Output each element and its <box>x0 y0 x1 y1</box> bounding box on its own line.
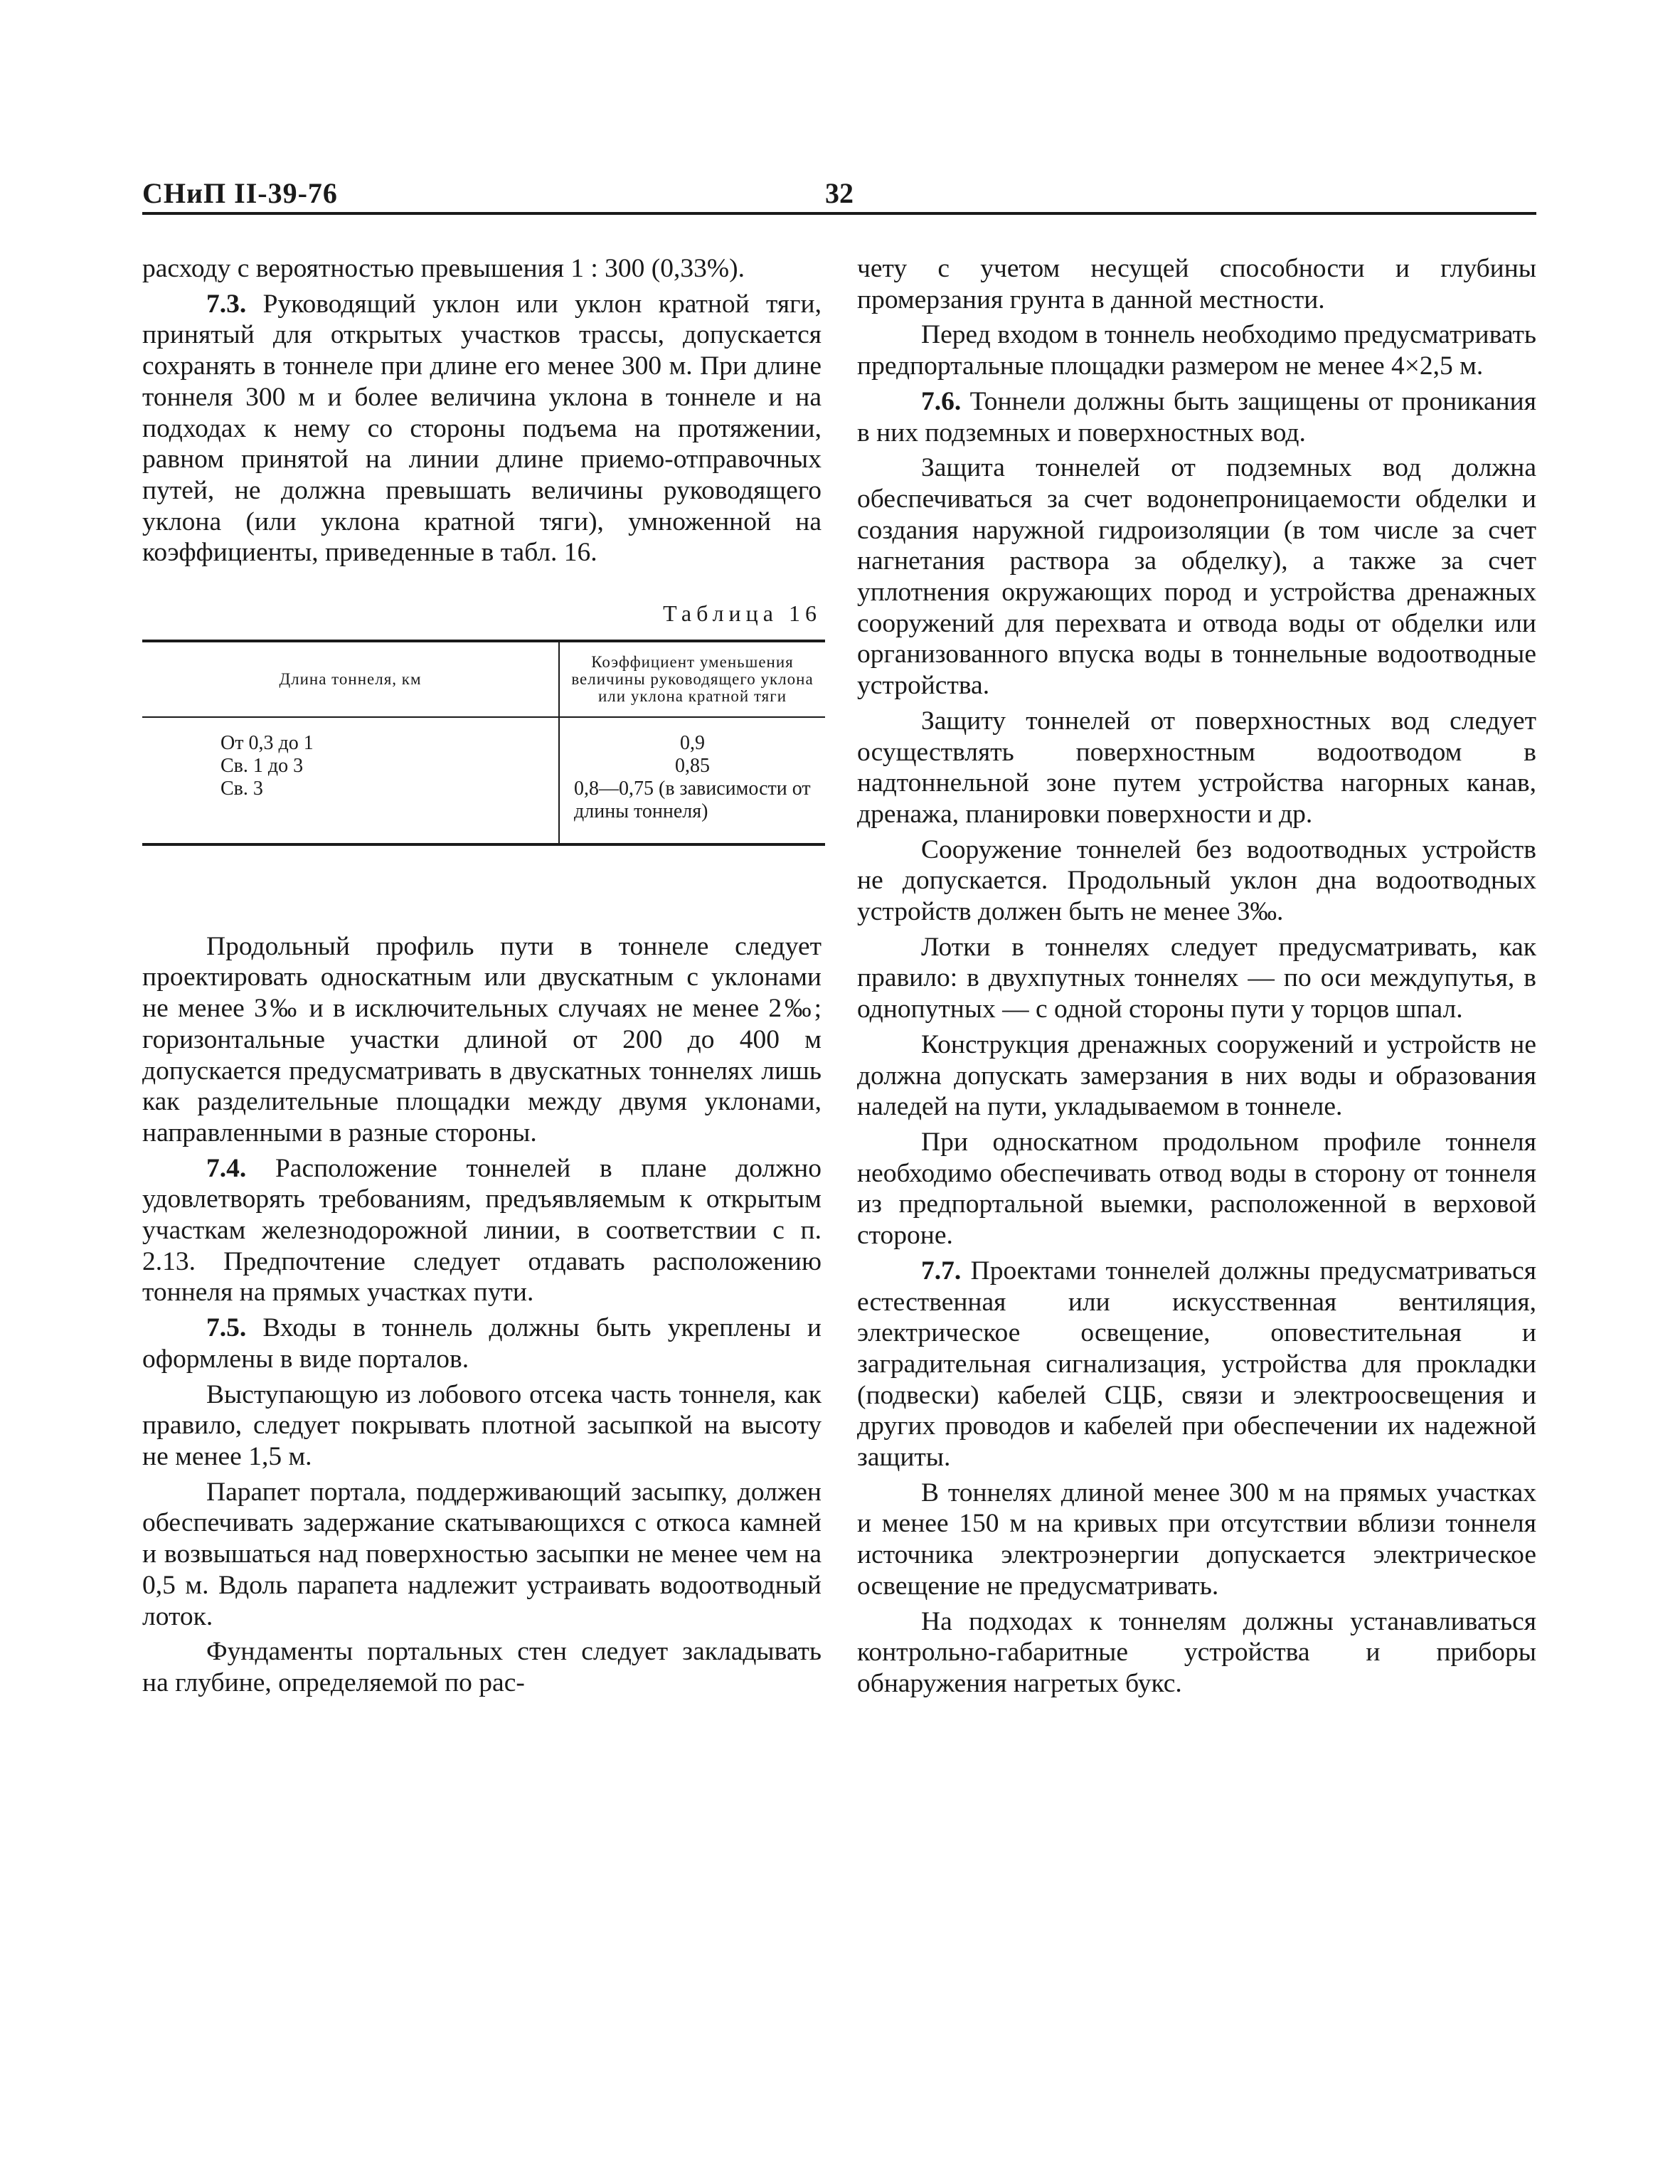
section-number: 7.3. <box>206 289 247 319</box>
document-code: СНиП II-39-76 <box>142 177 338 209</box>
column-header-coefficient: Коэффициент уменьшения величины руководящего уклона или уклона кратной тяги <box>559 641 825 717</box>
left-column <box>142 253 822 1703</box>
length-cell <box>142 717 559 844</box>
paragraph-text: Проектами тоннелей должны предусматриваться естественная или искусственная вентиляция, электрическое освещение, оповестительная и заградительная сигнализация, устройства для прокладки (подвески) кабелей СЦБ, связи и электроосвещения и других проводов и кабелей при обеспечении их надежной защиты. <box>857 1256 1537 1473</box>
paragraph <box>142 253 822 285</box>
paragraph <box>857 1127 1536 1251</box>
column-header-length: Длина тоннеля, км <box>142 641 559 717</box>
paragraph <box>142 1477 822 1633</box>
coefficient-cell <box>559 717 825 844</box>
paragraph <box>857 319 1536 381</box>
paragraph-text: Тоннели должны быть защищены от проникания в них подземных и поверхностных вод. <box>857 386 1536 447</box>
paragraph-text: Сооружение тоннелей без водоотводных устройств не допускается. Продольный уклон дна водоотводных устройств должен быть не менее 3‰. <box>857 834 1536 927</box>
section-7-3 <box>142 289 822 568</box>
length-value: Св. 1 до 3 <box>220 754 304 777</box>
header-rule <box>142 212 1536 215</box>
paragraph <box>857 834 1536 928</box>
paragraph-text: Входы в тоннель должны быть укреплены и оформлены в виде порталов. <box>142 1313 822 1374</box>
paragraph <box>857 1606 1536 1700</box>
paragraph <box>857 253 1536 315</box>
page-header <box>142 176 1536 216</box>
paragraph-text: расходу с вероятностью превышения 1 : 300 (0,33%). <box>142 254 745 283</box>
paragraph-text: Защиту тоннелей от поверхностных вод следует осуществлять поверхностным водоотводом в надтоннельной зоне путем устройства нагорных канав, дренажа, планировки поверхности и др. <box>857 706 1536 829</box>
paragraph-text: На подходах к тоннелям должны устанавливаться контрольно-габаритные устройства и приборы обнаружения нагретых букс. <box>857 1606 1536 1698</box>
length-value: Св. 3 <box>220 777 263 800</box>
section-number: 7.6. <box>921 386 962 416</box>
paragraph-text: Фундаменты портальных стен следует закладывать на глубине, определяемой по рас- <box>142 1637 822 1697</box>
coefficient-value: 0,8—0,75 (в зависимости от длины тоннеля) <box>574 777 811 822</box>
table-16 <box>142 640 825 846</box>
paragraph-text: Парапет портала, поддерживающий засыпку, должен обеспечивать задержание скатывающихся с откоса камней и возвышаться над поверхностью засыпки не менее чем на 0,5 м. Вдоль парапета надлежит устраивать водоотводный лоток. <box>142 1477 822 1631</box>
paragraph-text: В тоннелях длиной менее 300 м на прямых участках и менее 150 м на кривых при отсутствии вблизи тоннеля источника электроэнергии допускается электрическое освещение не предусматривать. <box>857 1478 1536 1601</box>
paragraph-text: При односкатном продольном профиле тоннеля необходимо обеспечивать отвод воды в сторону от тоннеля из предпортальной выемки, расположенной в верховой стороне. <box>857 1127 1536 1251</box>
paragraph <box>857 1478 1536 1602</box>
paragraph <box>142 931 822 1149</box>
paragraph <box>857 706 1536 830</box>
table-row <box>142 717 825 844</box>
section-number: 7.5. <box>206 1313 247 1343</box>
paragraph <box>857 452 1536 701</box>
spacer <box>142 846 822 931</box>
paragraph-text: Конструкция дренажных сооружений и устройств не должна допускать замерзания в них воды и образования наледей на пути, укладываемом в тоннеле. <box>857 1029 1536 1122</box>
paragraph <box>857 1029 1536 1123</box>
paragraph-text: Выступающую из лобового отсека часть тоннеля, как правило, следует покрывать плотной засыпкой на высоту не менее 1,5 м. <box>142 1379 822 1471</box>
coefficient-value: 0,85 <box>675 754 710 777</box>
paragraph-text: Руководящий уклон или уклон кратной тяги, принятый для открытых участков трассы, допускается сохранять в тоннеле при длине его менее 300 м. При длине тоннеля 300 м и более величина уклона в тоннеле и на подходах к нему со стороны подъема на протяжении, равном принятой на линии длине приемо-отправочных путей, не должна превышать величины руководящего уклона (или уклона кратной тяги), умноженной на коэффициенты, приведенные в табл. 16. <box>142 289 822 568</box>
table-header-row <box>142 641 825 717</box>
paragraph <box>857 932 1536 1025</box>
paragraph-text: Защита тоннелей от подземных вод должна обеспечиваться за счет водонепроницаемости обделки и создания наружной гидроизоляции (в том числе за счет нагнетания раствора за обделку), а также за счет уплотнения окружающих пород и устройства дренажных сооружений для перехвата и отвода воды от обделки или организованного впуска воды в тоннельные водоотводные устройства. <box>857 453 1536 701</box>
paragraph-text: Перед входом в тоннель необходимо предусматривать предпортальные площадки размером не менее 4×2,5 м. <box>857 320 1536 381</box>
table-caption: Таблица 16 <box>663 600 822 627</box>
section-7-4 <box>142 1153 822 1309</box>
paragraph-text: чету с учетом несущей способности и глубины промерзания грунта в данной местности. <box>857 254 1536 314</box>
page-number: 32 <box>825 177 854 209</box>
right-column <box>857 253 1536 1704</box>
paragraph-text: Лотки в тоннелях следует предусматривать, как правило: в двухпутных тоннелях — по оси междупутья, в однопутных — с одной стороны пути у торцов шпал. <box>857 932 1536 1024</box>
paragraph-text: Расположение тоннелей в плане должно удовлетворять требованиям, предъявляемым к открытым участкам железнодорожной линии, в соответствии с п. 2.13. Предпочтение следует отдавать расположению тоннеля на прямых участках пути. <box>142 1153 822 1308</box>
paragraph <box>142 1636 822 1698</box>
section-7-6 <box>857 386 1536 448</box>
section-7-7 <box>857 1256 1536 1473</box>
paragraph <box>142 1379 822 1473</box>
length-value: От 0,3 до 1 <box>220 731 314 754</box>
paragraph-text: Продольный профиль пути в тоннеле следует проектировать односкатным или двускатным с уклонами не менее 3‰ и в исключительных случаях не менее 2‰; горизонтальные участки длиной от 200 до 400 м допускается предусматривать в двускатных тоннелях лишь как разделительные площадки между двумя уклонами, направленными в разные стороны. <box>142 931 822 1147</box>
section-number: 7.7. <box>921 1256 962 1286</box>
coefficient-value: 0,9 <box>680 731 705 754</box>
section-number: 7.4. <box>206 1153 247 1183</box>
section-7-5 <box>142 1313 822 1374</box>
